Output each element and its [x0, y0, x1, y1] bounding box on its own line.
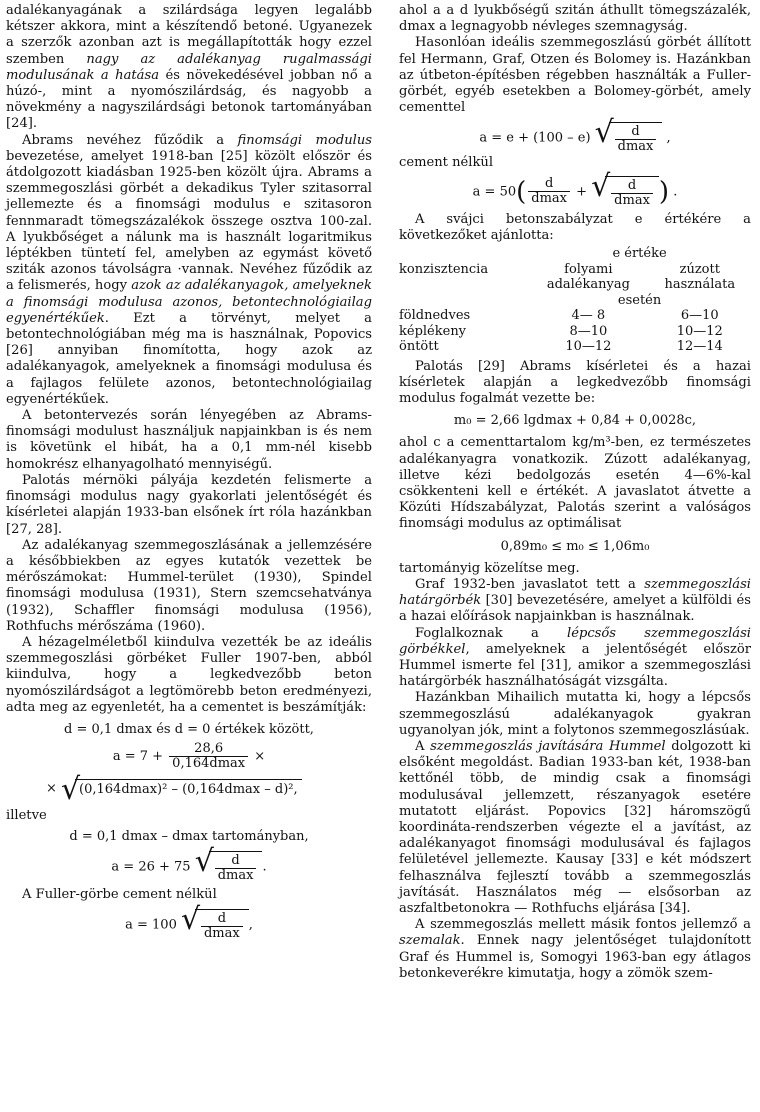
table-header: használata — [664, 277, 736, 293]
left-paren: ( — [516, 176, 527, 207]
numerator: d — [215, 854, 257, 869]
fraction — [169, 742, 248, 771]
equation-text: a = 26 + 75 — [111, 859, 195, 875]
emphasis: finomsági modulus — [237, 132, 372, 148]
paragraph: illetve — [6, 808, 47, 824]
text: A szemmegoszlás mellett másik fontos jellemző a — [415, 917, 751, 933]
fraction — [611, 179, 653, 208]
table-header: adalékanyag — [546, 277, 630, 293]
text: bevezetése, amelyet 1918-ban [25] közölt először és átdolgozott kiadásban 1925-ben közölt újra. Abrams a szemmegoszlási görbét a dekadikus Tyler szitasorral jellemezte és a finomsági modulus e szitasoron fennmaradt tömegszázalékok összege osztva 100-zal. A lyukbőséget a nálunk ma is használt logaritmikus léptékben tüntetí fel, amelyben az egymást követő sziták azonos távolságra ·vannak. Nevéhez fűződik az a felismerés, hogy — [6, 148, 372, 294]
emphasis: lépcsős szemmegoszlási görbékkel — [399, 625, 751, 657]
text: [30] bevezetésére, amelyet a külföldi és a hazai előírások napjainkban is használnak. — [399, 593, 751, 625]
paragraph — [399, 739, 751, 917]
palotas-equation: m₀ = 2,66 lgdmax + 0,84 + 0,0028c, — [453, 413, 697, 429]
denominator: dmax — [614, 192, 650, 208]
square-root — [61, 772, 302, 808]
equation-text: , — [662, 130, 671, 146]
radicand: (0,164dmax)² – (0,164dmax – d)², — [75, 779, 302, 798]
fraction — [215, 854, 257, 883]
paragraph — [399, 577, 751, 626]
equation-condition: d = 0,1 dmax és d = 0 értékek között, — [64, 721, 314, 737]
paragraph — [6, 3, 372, 133]
radical-icon: √ — [591, 168, 611, 204]
fraction — [528, 177, 570, 206]
denominator: dmax — [203, 925, 240, 941]
paragraph: Hazánkban Mihailich mutatta ki, hogy a lépcsős szemmegoszlású adalékanyagok gyakran ugyanolyan jók, mint a folytonos szemmegoszlásúak. — [399, 690, 751, 738]
fuller-equation-3 — [6, 901, 372, 941]
text: , amelyeknek a jelentőségét először Hummel ismerte fel [31], amikor a szemmegoszlási határgörbék használhatóságát vizsgálta. — [399, 641, 751, 690]
fuller-equation-1 — [6, 742, 372, 771]
numerator: d — [611, 179, 653, 194]
text: dolgozott ki elsőként megoldást. Badian 1933-ban két, 1938-ban kettőnél több, de mindig csak a finomsági modulusával jellemzett, részanyagok esetére mutatott eljárást. Popovics [32] háromszögű koordináta-rendszerben végezte el a javítást, az adalékanyagot finomsági modulusával és fajlagos felületével jellemezte. Kausay [33] e két módszert felhasználva fejlesztí tovább a szemmegoszlás javítását. Használatos még — elsősorban az aszfaltbetonokra — Rothfuchs eljárása [34]. — [399, 739, 751, 917]
equation-text: . — [262, 859, 267, 875]
paragraph: Az adalékanyag szemmegoszlásának a jellemzésére a későbbiekben az egyes kutatók vezettek be mérőszámokat: Hummel-terület (1930), Spindel finomsági modulusa (1931), Stern szemcsehatványa (1932), Schaffler finomsági modulusa (1956), Rothfuchs mérőszáma (1960). — [6, 537, 372, 634]
paragraph — [6, 133, 372, 408]
radical-icon: √ — [594, 115, 614, 151]
denominator: dmax — [217, 867, 254, 883]
text: és növekedésével jobban nő a húzó-, mint a nyomószilárdság, és nagyobb a növekmény a nagyszilárdsági betonok tartományában [24]. — [6, 67, 372, 132]
table-row — [399, 308, 751, 324]
table-cell: 8—10 — [569, 323, 608, 339]
text: A — [415, 739, 431, 754]
text: adalékanyagának a szilárdsága legyen legalább kétszer akkora, mint a készítendő betoné. Ugyanezek a szerzők azonban azt is megállapították hogy ezzel szemben — [6, 3, 372, 67]
right-paren: ) — [658, 176, 670, 207]
equation-text: × — [46, 781, 62, 797]
paragraph: ahol a a d lyukbőségű szitán áthullt tömegszázalék, dmax a legnagyobb névleges szemnagyság. — [399, 3, 751, 35]
fraction — [201, 912, 243, 941]
numerator: 28,6 — [169, 742, 248, 757]
square-root — [591, 168, 659, 208]
table-cell: 10—12 — [676, 323, 723, 339]
table-header: folyami — [564, 261, 613, 277]
paragraph: ahol c a cementtartalom kg/m³-ben, ez természetes adalékanyagra vonatkozik. Zúzott adalékanyag, illetve kézi bedolgozás esetén 4—6%-kal csökkenteni kell e értékét. A javaslatot átvette a Közúti Hídszabályzat, Palotás szerint a valóságos finomsági modulus az optimálisat — [399, 435, 751, 532]
text: . Ennek nagy jelentőséget tulajdonított Graf és Hummel is, Somogyi 1963-ban egy átlagos betonkeverékre kimutatja, hogy a zömök szem- — [399, 933, 751, 981]
consistency-table — [399, 246, 751, 355]
paragraph: tartományig közelítse meg. — [399, 560, 580, 576]
range-equation: 0,89m₀ ≤ m₀ ≤ 1,06m₀ — [500, 538, 650, 554]
text: Abrams nevéhez fűződik a — [22, 132, 238, 148]
text: . Ezt a törvényt, melyet a betontechnológiában még ma is használnak, Popovics [26] annyiban finomította, hogy azok az adalékanyagok, amelyeknek a finomsági modulusa és a fajlagos felülete azonos, betontechnológiailag egyenértékűek. — [6, 310, 372, 407]
emphasis: szemalak — [399, 933, 461, 949]
denominator: dmax — [617, 139, 654, 155]
table-row — [399, 339, 751, 355]
table-header: konzisztencia — [399, 261, 489, 277]
paragraph — [399, 917, 751, 982]
table-header: zúzott — [679, 261, 720, 277]
equation-condition: d = 0,1 dmax – dmax tartományban, — [69, 828, 309, 844]
table-cell: 4— 8 — [571, 308, 606, 324]
table-header: esetén — [617, 292, 662, 308]
paragraph: Hasonlóan ideális szemmegoszlású görbét állított fel Hermann, Graf, Otzen és Bolomey is. Hazánkban az útbeton-építésben régebben használták a Fuller-görbét, egyéb esetekben a Bolomey-görbét, amely cementtel — [399, 35, 751, 116]
table-cell: 6—10 — [680, 308, 719, 324]
text: Foglalkoznak a — [415, 625, 568, 641]
table-cell: földnedves — [399, 308, 471, 324]
fraction — [615, 125, 657, 154]
right-column — [399, 3, 751, 982]
left-column — [6, 3, 372, 942]
equation-text: + — [572, 184, 592, 200]
emphasis: azok az adalékanyagok, amelyeknek a finomsági modulusa azonos, betontechnológiailag egyenértékűek — [6, 278, 372, 326]
bolomey-equation-2 — [399, 168, 751, 208]
paragraph: cement nélkül — [399, 155, 494, 171]
table-header: e értéke — [612, 246, 667, 262]
table-row — [399, 324, 751, 340]
radical-icon: √ — [180, 901, 201, 937]
equation-text: a = 100 — [125, 917, 181, 933]
numerator: d — [615, 125, 657, 140]
emphasis: szemmegoszlás javítására Hummel — [430, 739, 666, 754]
fuller-equation-1-cont — [46, 772, 372, 808]
equation-text: . — [669, 184, 678, 200]
emphasis: nagy az adalékanyag rugalmassági modulusának a hatása — [6, 51, 372, 83]
paragraph: A svájci betonszabályzat e értékére a következőket ajánlotta: — [399, 211, 751, 243]
table-cell: 10—12 — [565, 339, 612, 355]
table-cell: képlékeny — [399, 323, 467, 339]
paragraph: Palotás [29] Abrams kísérletei és a hazai kísérletek alapján a legkedvezőbb finomsági modulus fogalmát vezette be: — [399, 358, 751, 406]
radical-icon: √ — [194, 843, 214, 879]
paragraph — [399, 626, 751, 691]
numerator: d — [201, 912, 243, 927]
equation-text: a = 7 + — [112, 749, 168, 765]
paragraph: A Fuller-görbe cement nélkül — [22, 886, 217, 902]
denominator: 0,164dmax — [172, 756, 246, 772]
text: Graf 1932-ben javaslatot tett a — [415, 576, 645, 592]
equation-text: × — [250, 749, 266, 765]
denominator: dmax — [531, 191, 567, 207]
equation-text: a = e + (100 – e) — [479, 130, 595, 146]
paragraph: A hézagelméletből kiindulva vezették be az ideális szemmegoszlási görbéket Fuller 1907-ben, abból kiindulva, hogy a legkedvezőbb beton nyomószilárdságot a legtömörebb beton eredményezi, adta meg az egyenletét, ha a cementet is beszámítják: — [6, 634, 372, 715]
equation-text: a = 50 — [472, 184, 517, 200]
equation-text: , — [248, 917, 253, 933]
table-cell: öntött — [399, 339, 439, 355]
square-root — [194, 843, 263, 883]
square-root — [180, 901, 249, 941]
table-cell: 12—14 — [676, 339, 723, 355]
numerator: d — [528, 177, 570, 192]
paragraph: A betontervezés során lényegében az Abrams-finomsági modulust használjuk napjainkban is és nem is követünk el hibát, ha a 0,1 mm-nél kisebb homokrész elhanyagolható mennyiségű. — [6, 408, 372, 472]
radical-icon: √ — [61, 772, 81, 808]
bolomey-equation-1 — [399, 115, 751, 155]
emphasis: szemmegoszlási határgörbék — [399, 576, 751, 609]
fuller-equation-2 — [6, 843, 372, 883]
square-root — [594, 115, 663, 155]
paragraph: Palotás mérnöki pályája kezdetén felismerte a finomsági modulus nagy gyakorlati jelentőségét és kísérletei alapján 1933-ban elsőnek írt róla hazánkban [27, 28]. — [6, 472, 372, 537]
